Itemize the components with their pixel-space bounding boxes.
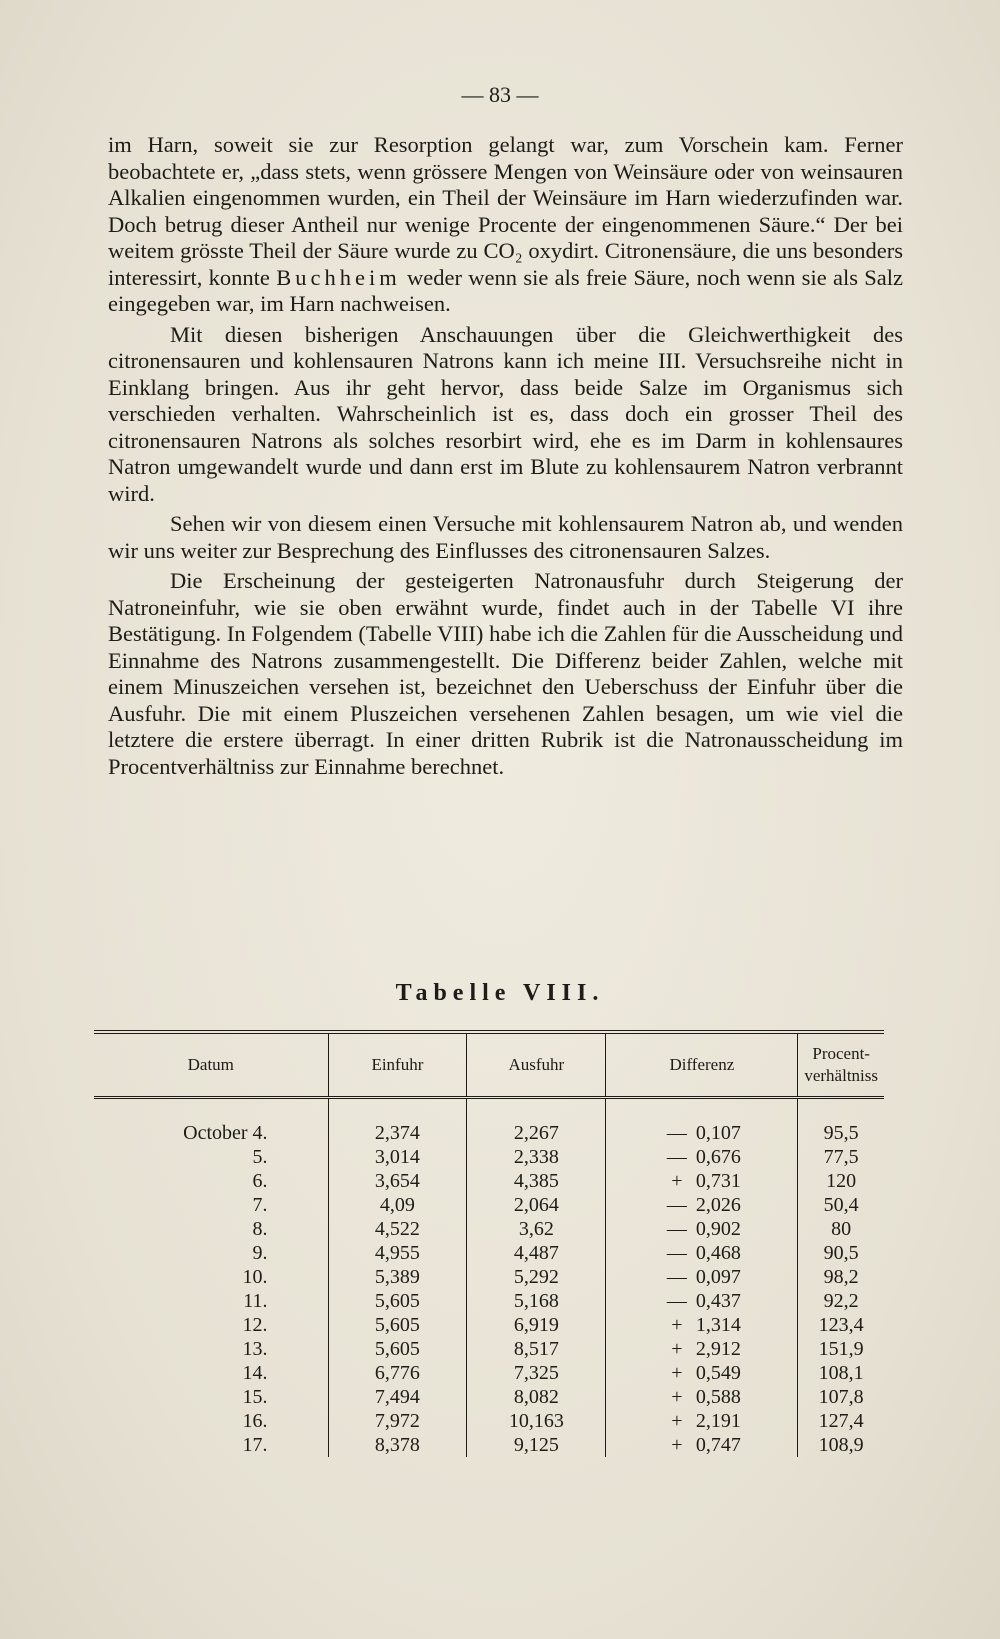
cell-sign: +: [671, 1338, 683, 1360]
table-row: [94, 1265, 884, 1289]
cell-procent: 127,4: [798, 1409, 884, 1433]
cell-differenz: [606, 1265, 798, 1289]
table-row: [94, 1145, 884, 1169]
cell-ausfuhr: 8,082: [467, 1385, 606, 1409]
cell-ausfuhr: 2,267: [467, 1098, 606, 1146]
cell-procent: 50,4: [798, 1193, 884, 1217]
cell-procent: 120: [798, 1169, 884, 1193]
header-einfuhr: Einfuhr: [328, 1032, 467, 1098]
cell-diff-value: 0,676: [695, 1146, 741, 1168]
cell-datum: October 4.: [183, 1122, 268, 1144]
cell-differenz: [606, 1193, 798, 1217]
header-datum: Datum: [187, 1055, 234, 1074]
cell-datum: 11.: [243, 1290, 268, 1312]
cell-diff-value: 0,468: [695, 1242, 741, 1264]
table-row: [94, 1385, 884, 1409]
table-row: [94, 1217, 884, 1241]
cell-datum: 5.: [252, 1146, 268, 1168]
cell-differenz: [606, 1313, 798, 1337]
table-row: [94, 1313, 884, 1337]
cell-differenz: [606, 1289, 798, 1313]
cell-sign: —: [666, 1122, 687, 1144]
cell-datum: 14.: [242, 1362, 268, 1384]
cell-diff-value: 0,747: [695, 1434, 741, 1456]
cell-differenz: [606, 1169, 798, 1193]
cell-datum: 13.: [242, 1338, 268, 1360]
cell-differenz: [606, 1145, 798, 1169]
cell-sign: —: [666, 1218, 687, 1240]
table-title: Tabelle VIII.: [395, 980, 605, 1006]
cell-sign: —: [666, 1290, 687, 1312]
cell-diff-value: 2,191: [695, 1410, 741, 1432]
table-row: [94, 1169, 884, 1193]
cell-ausfuhr: 5,168: [467, 1289, 606, 1313]
cell-datum: 17.: [242, 1434, 268, 1456]
cell-datum: 6.: [252, 1170, 268, 1192]
cell-sign: +: [671, 1410, 683, 1432]
table-row: [94, 1289, 884, 1313]
page-number: — 83 —: [461, 82, 539, 107]
header-procent: Procent- verhältniss: [798, 1032, 884, 1098]
table-row: [94, 1361, 884, 1385]
cell-sign: —: [666, 1242, 687, 1264]
cell-procent: 108,1: [798, 1361, 884, 1385]
cell-ausfuhr: 2,064: [467, 1193, 606, 1217]
cell-sign: —: [666, 1194, 687, 1216]
table-row: [94, 1098, 884, 1146]
data-table: [94, 1030, 884, 1457]
cell-procent: 151,9: [798, 1337, 884, 1361]
paragraph-1: im Harn, soweit sie zur Resorption gelangt war, zum Vorschein kam. Ferner beobachtete er, „dass stets, wenn grössere Mengen von Weinsäure oder von weinsauren Alkalien eingenommen wurden, ein Theil der Weinsäure im Harn wiederzufinden war. Doch betrug dieser Antheil nur wenige Procente der eingenommenen Säure.“ Der bei weitem grösste Theil der Säure wurde zu CO₂ oxydirt. Citronensäure, die uns besonders interessirt, konnte Buchheim weder wenn sie als freie Säure, noch wenn sie als Salz eingegeben war, im Harn nachweisen.: [108, 132, 904, 316]
table-row: [94, 1193, 884, 1217]
cell-sign: —: [666, 1146, 687, 1168]
cell-datum: 12.: [242, 1314, 268, 1336]
cell-sign: +: [671, 1170, 683, 1192]
cell-einfuhr: 3,654: [328, 1169, 467, 1193]
paragraph-2: Mit diesen bisherigen Anschauungen über die Gleichwerthigkeit des citronensauren und kohlensauren Natrons kann ich meine III. Versuchsreihe nicht in Einklang bringen. Aus ihr geht hervor, dass beide Salze im Organismus sich verschieden verhalten. Wahrscheinlich ist es, dass doch ein grosser Theil des citronensauren Natrons als solches resorbirt wird, ehe es im Darm in kohlensaures Natron umgewandelt wurde und dann erst im Blute zu kohlensaurem Natron verbrannt wird.: [108, 321, 903, 506]
cell-procent: 107,8: [798, 1385, 884, 1409]
cell-ausfuhr: 4,487: [467, 1241, 606, 1265]
cell-differenz: [606, 1098, 798, 1146]
cell-einfuhr: 7,972: [328, 1409, 467, 1433]
table-row: [94, 1241, 884, 1265]
cell-procent: 77,5: [798, 1145, 884, 1169]
cell-einfuhr: 4,522: [328, 1217, 467, 1241]
cell-differenz: [606, 1433, 798, 1457]
author-name: Buchheim: [276, 264, 401, 290]
cell-einfuhr: 5,605: [328, 1313, 467, 1337]
cell-diff-value: 2,912: [695, 1338, 741, 1360]
cell-datum: 16.: [242, 1410, 268, 1432]
cell-diff-value: 1,314: [695, 1314, 741, 1336]
cell-diff-value: 0,549: [695, 1362, 741, 1384]
cell-diff-value: 0,437: [695, 1290, 741, 1312]
cell-sign: +: [671, 1434, 683, 1456]
cell-datum: 15.: [242, 1386, 268, 1408]
cell-differenz: [606, 1385, 798, 1409]
cell-datum: 9.: [252, 1242, 268, 1264]
cell-procent: 92,2: [798, 1289, 884, 1313]
cell-sign: +: [671, 1362, 683, 1384]
cell-ausfuhr: 4,385: [467, 1169, 606, 1193]
cell-diff-value: 0,902: [695, 1218, 741, 1240]
cell-einfuhr: 3,014: [328, 1145, 467, 1169]
table-header-row: [94, 1032, 884, 1098]
header-differenz: Differenz: [606, 1032, 798, 1098]
table-row: [94, 1409, 884, 1433]
cell-ausfuhr: 3,62: [467, 1217, 606, 1241]
cell-ausfuhr: 7,325: [467, 1361, 606, 1385]
cell-einfuhr: 5,605: [328, 1289, 467, 1313]
table-row: [94, 1433, 884, 1457]
cell-einfuhr: 8,378: [328, 1433, 467, 1457]
cell-differenz: [606, 1337, 798, 1361]
cell-procent: 98,2: [798, 1265, 884, 1289]
cell-diff-value: 0,107: [695, 1122, 741, 1144]
cell-ausfuhr: 8,517: [467, 1337, 606, 1361]
cell-differenz: [606, 1241, 798, 1265]
cell-ausfuhr: 5,292: [467, 1265, 606, 1289]
cell-ausfuhr: 10,163: [467, 1409, 606, 1433]
cell-sign: —: [666, 1266, 687, 1288]
cell-procent: 90,5: [798, 1241, 884, 1265]
cell-diff-value: 0,097: [695, 1266, 741, 1288]
body-text: [108, 132, 903, 780]
cell-procent: 80: [798, 1217, 884, 1241]
cell-einfuhr: 4,955: [328, 1241, 467, 1265]
header-ausfuhr: Ausfuhr: [467, 1032, 606, 1098]
cell-sign: +: [671, 1314, 683, 1336]
cell-einfuhr: 6,776: [328, 1361, 467, 1385]
cell-diff-value: 0,731: [695, 1170, 741, 1192]
cell-differenz: [606, 1409, 798, 1433]
cell-differenz: [606, 1361, 798, 1385]
cell-einfuhr: 5,605: [328, 1337, 467, 1361]
cell-ausfuhr: 6,919: [467, 1313, 606, 1337]
cell-ausfuhr: 9,125: [467, 1433, 606, 1457]
cell-procent: 108,9: [798, 1433, 884, 1457]
cell-diff-value: 0,588: [695, 1386, 741, 1408]
cell-diff-value: 2,026: [695, 1194, 741, 1216]
cell-ausfuhr: 2,338: [467, 1145, 606, 1169]
cell-procent: 123,4: [798, 1313, 884, 1337]
cell-procent: 95,5: [798, 1098, 884, 1146]
cell-differenz: [606, 1217, 798, 1241]
cell-datum: 8.: [252, 1218, 268, 1240]
paragraph-3: Sehen wir von diesem einen Versuche mit kohlensaurem Natron ab, und wenden wir uns weiter zur Besprechung des Einflusses des citronensauren Salzes.: [108, 511, 903, 563]
paragraph-4: Die Erscheinung der gesteigerten Natronausfuhr durch Steigerung der Natroneinfuhr, wie sie oben erwähnt wurde, findet auch in der Tabelle VI ihre Bestätigung. In Folgendem (Tabelle VIII) habe ich die Zahlen für die Ausscheidung und Einnahme des Natrons zusammengestellt. Die Differenz beider Zahlen, welche mit einem Minuszeichen versehen ist, bezeichnet den Ueberschuss der Einfuhr über die Ausfuhr. Die mit einem Pluszeichen versehenen Zahlen besagen, um wie viel die letztere die erstere überragt. In einer dritten Rubrik ist die Natronausscheidung im Procentverhältniss zur Einnahme berechnet.: [108, 568, 903, 779]
cell-datum: 10.: [242, 1266, 268, 1288]
cell-einfuhr: 5,389: [328, 1265, 467, 1289]
cell-einfuhr: 7,494: [328, 1385, 467, 1409]
cell-einfuhr: 2,374: [328, 1098, 467, 1146]
cell-einfuhr: 4,09: [328, 1193, 467, 1217]
cell-sign: +: [671, 1386, 683, 1408]
cell-datum: 7.: [252, 1194, 268, 1216]
table-row: [94, 1337, 884, 1361]
